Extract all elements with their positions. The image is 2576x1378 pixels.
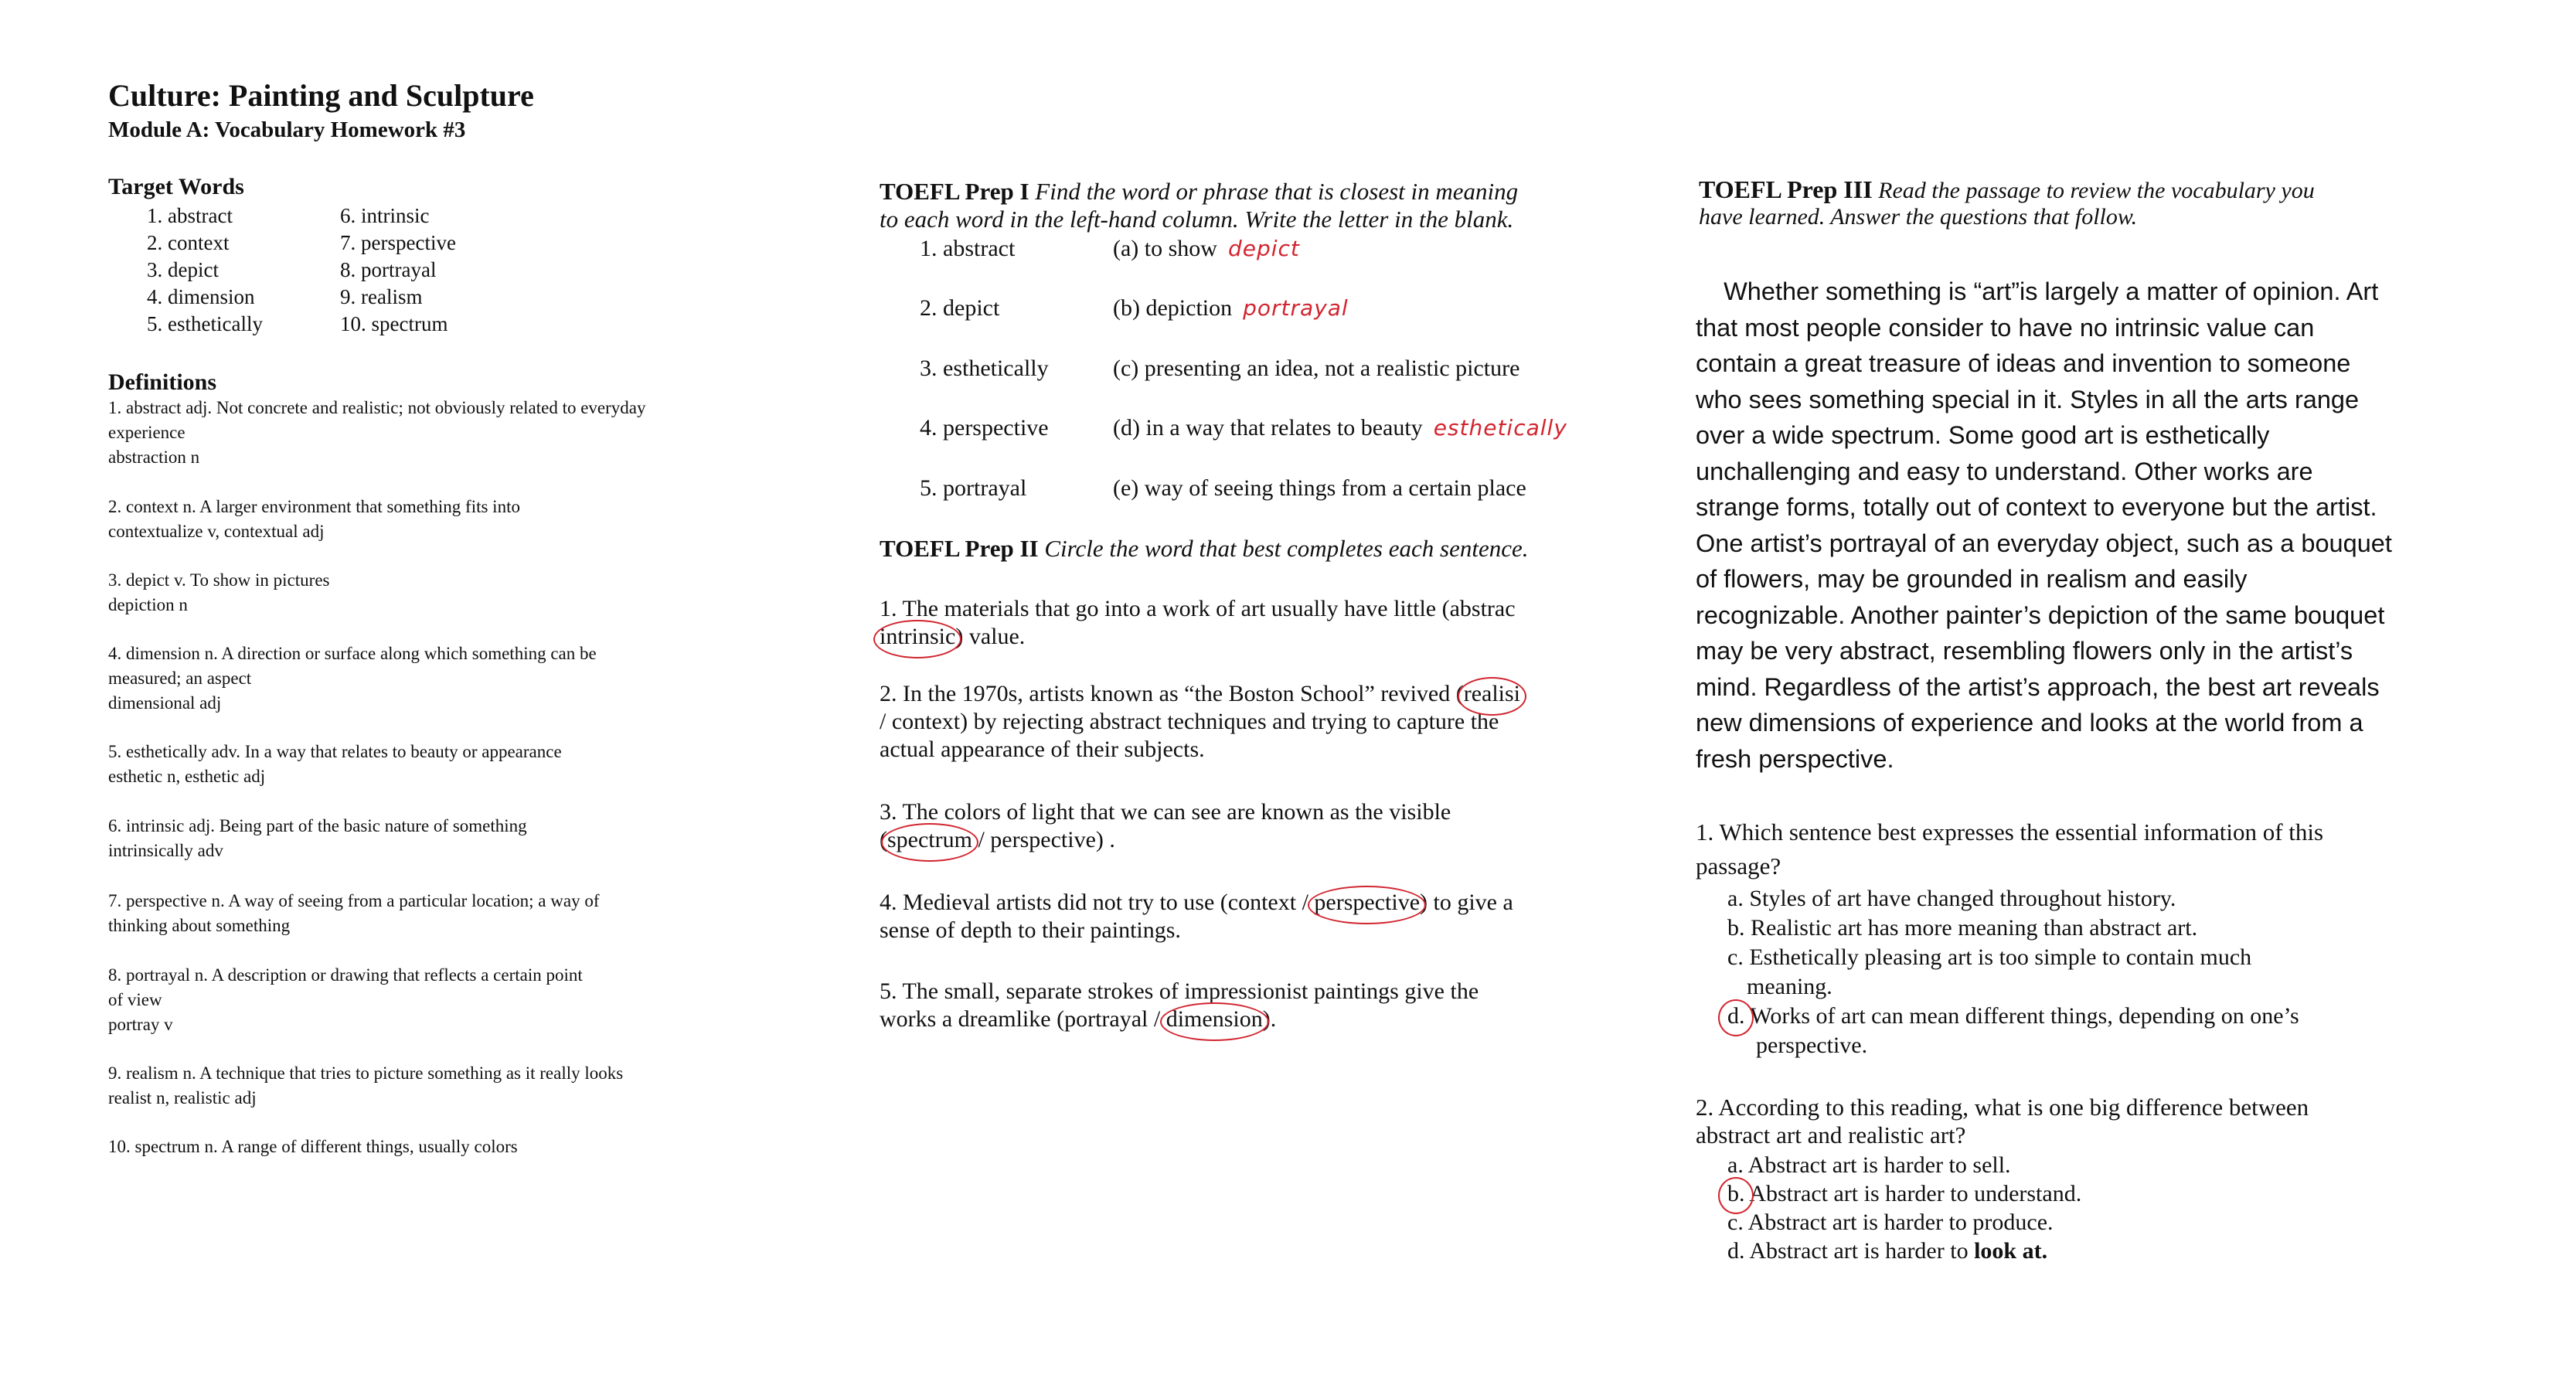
- matching-word: 3. esthetically: [920, 356, 1049, 381]
- sentence-text: ) value.: [955, 624, 1026, 649]
- option-text: d. Abstract art is harder to: [1727, 1238, 1975, 1264]
- definition-line: 1. abstract adj. Not concrete and realistic; not obviously related to everyday: [108, 398, 646, 417]
- definition-line: dimensional adj: [108, 693, 222, 713]
- sentence-line: [880, 1005, 1591, 1033]
- toefl-prep-page: [858, 0, 1631, 1378]
- sentence-line: 5. The small, separate strokes of impressionist paintings give the: [880, 978, 1479, 1004]
- definition-esthetically: [108, 740, 788, 789]
- question-2-option-d: [1727, 1237, 2047, 1265]
- passage-line: unchallenging and easy to understand. Other works are: [1696, 457, 2313, 485]
- option-bold-text: look at.: [1974, 1238, 2048, 1264]
- question-1-option-c-cont: meaning.: [1747, 974, 1832, 999]
- sentence-text: 2. In the 1970s, artists known as “the Boston School” revived (: [880, 681, 1464, 706]
- reading-passage: [1696, 274, 2507, 777]
- target-word: 6. intrinsic: [340, 204, 430, 227]
- definition-realism: [108, 1061, 788, 1111]
- definition-line: realist n, realistic adj: [108, 1088, 257, 1108]
- question-2-line1: 2. According to this reading, what is one big difference between: [1696, 1094, 2309, 1121]
- prep3-instructions: [1699, 176, 2315, 230]
- sentence-text: ).: [1262, 1006, 1277, 1032]
- passage-line: recognizable. Another painter’s depiction of the same bouquet: [1696, 601, 2385, 629]
- sentence-4: [880, 889, 1591, 944]
- sentence-line: sense of depth to their paintings.: [880, 917, 1181, 943]
- definition-line: portray v: [108, 1015, 173, 1034]
- target-word: 2. context: [147, 231, 230, 254]
- sentence-3: [880, 798, 1591, 854]
- matching-definition: (a) to show: [1113, 236, 1217, 261]
- definition-portrayal: [108, 963, 788, 1037]
- target-word: 1. abstract: [147, 204, 233, 227]
- sentence-text: / perspective) .: [972, 827, 1115, 852]
- vocabulary-page: [0, 0, 858, 1378]
- definition-line: experience: [108, 423, 185, 442]
- target-word: 8. portrayal: [340, 258, 437, 281]
- prep2-lead: TOEFL Prep II: [880, 535, 1039, 562]
- definition-line: 9. realism n. A technique that tries to picture something as it really looks: [108, 1063, 624, 1083]
- definition-spectrum: [108, 1135, 788, 1159]
- handwritten-answer: depict: [1227, 236, 1300, 261]
- reading-page: [1631, 0, 2576, 1378]
- matching-definition: (e) way of seeing things from a certain place: [1113, 475, 1526, 501]
- matching-word: 4. perspective: [920, 415, 1049, 441]
- definition-line: 7. perspective n. A way of seeing from a particular location; a way of: [108, 891, 600, 910]
- sentence-text: (: [880, 827, 887, 852]
- definition-perspective: [108, 889, 788, 938]
- definition-line: 10. spectrum n. A range of different things, usually colors: [108, 1137, 518, 1156]
- sentence-line: [880, 826, 1591, 854]
- question-2-line2: abstract art and realistic art?: [1696, 1121, 1966, 1148]
- passage-line: One artist’s portrayal of an everyday object, such as a bouquet: [1696, 529, 2392, 557]
- sentence-line: [880, 623, 1591, 651]
- handwritten-answer: esthetically: [1433, 415, 1567, 441]
- target-word: 9. realism: [340, 285, 423, 308]
- target-words-column-1: [147, 202, 263, 338]
- sentence-text: 4. Medieval artists did not try to use (context /: [880, 890, 1315, 915]
- matching-word: 1. abstract: [920, 236, 1016, 261]
- passage-line: fresh perspective.: [1696, 744, 1894, 773]
- prep3-lead: TOEFL Prep III: [1699, 175, 1873, 203]
- definition-line: thinking about something: [108, 916, 291, 935]
- prep2-instr: Circle the word that best completes each sentence.: [1044, 535, 1529, 562]
- definition-intrinsic: [108, 814, 788, 863]
- sentence-5: [880, 978, 1591, 1033]
- definition-dimension: [108, 641, 788, 716]
- passage-line: over a wide spectrum. Some good art is esthetically: [1696, 421, 2270, 449]
- definition-line: 5. esthetically adv. In a way that relates to beauty or appearance: [108, 742, 562, 761]
- target-word: 7. perspective: [340, 231, 456, 254]
- sentence-text: ) to give a: [1420, 890, 1513, 915]
- sentence-line: / context) by rejecting abstract techniques and trying to capture the: [880, 709, 1499, 734]
- matching-row: [920, 295, 1349, 322]
- circled-answer: spectrum: [887, 827, 972, 852]
- question-1-line1: 1. Which sentence best expresses the essential information of this: [1696, 818, 2324, 846]
- matching-definition: (d) in a way that relates to beauty: [1113, 415, 1423, 441]
- passage-line: new dimensions of experience and looks at the world from a: [1696, 709, 2363, 737]
- passage-line: contain a great treasure of ideas and invention to someone: [1696, 349, 2351, 377]
- prep1-instructions: [880, 178, 1518, 206]
- prep1-lead: TOEFL Prep I: [880, 178, 1029, 205]
- definition-context: [108, 495, 788, 544]
- sentence-line: 1. The materials that go into a work of art usually have little (abstrac: [880, 596, 1516, 621]
- question-2-option-c: c. Abstract art is harder to produce.: [1727, 1210, 2054, 1235]
- definition-line: of view: [108, 990, 162, 1009]
- sentence-line: actual appearance of their subjects.: [880, 737, 1205, 762]
- circled-answer: realisi: [1463, 681, 1521, 706]
- prep3-instr-line2: have learned. Answer the questions that follow.: [1699, 204, 2138, 230]
- circled-answer: dimension: [1165, 1006, 1263, 1032]
- sentence-text: works a dreamlike (portrayal /: [880, 1006, 1166, 1032]
- definition-line: measured; an aspect: [108, 669, 252, 688]
- passage-line: of flowers, may be grounded in realism and easily: [1696, 565, 2248, 593]
- definition-line: 2. context n. A larger environment that something fits into: [108, 497, 520, 516]
- matching-row: [920, 356, 1530, 382]
- passage-line: that most people consider to have no intrinsic value can: [1696, 313, 2315, 342]
- matching-word: 2. depict: [920, 295, 1000, 321]
- matching-row: [920, 475, 1537, 502]
- target-word: 4. dimension: [147, 285, 255, 308]
- prep3-instr-line1: Read the passage to review the vocabulary you: [1878, 178, 2315, 203]
- passage-line: strange forms, totally out of context to everyone but the artist.: [1696, 493, 2377, 521]
- definition-line: intrinsically adv: [108, 841, 223, 860]
- prep1-instr-line2: to each word in the left-hand column. Write the letter in the blank.: [880, 206, 1514, 233]
- definition-line: abstraction n: [108, 447, 200, 467]
- definition-depict: [108, 568, 788, 618]
- definition-line: 8. portrayal n. A description or drawing that reflects a certain point: [108, 965, 583, 985]
- question-2-option-b: [1727, 1180, 2081, 1208]
- question-1-option-b: b. Realistic art has more meaning than abstract art.: [1727, 915, 2198, 941]
- target-word: 5. esthetically: [147, 312, 263, 335]
- sentence-line: [880, 889, 1591, 917]
- sentence-2: [880, 680, 1591, 764]
- question-1-option-d: [1727, 1002, 2299, 1030]
- definition-line: 6. intrinsic adj. Being part of the basic nature of something: [108, 816, 527, 835]
- passage-line: who sees something special in it. Styles in all the arts range: [1696, 385, 2360, 413]
- circled-answer: perspective: [1314, 890, 1421, 915]
- passage-line: may be very abstract, resembling flowers only in the artist’s: [1696, 637, 2353, 665]
- page-subtitle: Module A: Vocabulary Homework #3: [108, 117, 466, 142]
- matching-row: [920, 415, 1567, 441]
- passage-line: Whether something is “art”is largely a matter of opinion. Art: [1696, 277, 2379, 305]
- definition-abstract: [108, 396, 788, 470]
- definition-line: contextualize v, contextual adj: [108, 522, 325, 541]
- definition-line: depiction n: [108, 595, 188, 614]
- matching-row: [920, 236, 1300, 262]
- prep2-instructions: [880, 535, 1528, 563]
- sentence-line: 3. The colors of light that we can see are known as the visible: [880, 799, 1451, 825]
- target-words-heading: Target Words: [108, 174, 244, 199]
- definition-line: 3. depict v. To show in pictures: [108, 570, 330, 590]
- question-1-option-a: a. Styles of art have changed throughout history.: [1727, 886, 2176, 911]
- target-words-column-2: [340, 202, 456, 338]
- target-word: 10. spectrum: [340, 312, 448, 335]
- question-1-option-c: c. Esthetically pleasing art is too simple to contain much: [1727, 944, 2252, 970]
- sentence-1: [880, 595, 1591, 651]
- sentence-line: [880, 680, 1591, 708]
- question-1-line2: passage?: [1696, 852, 1781, 880]
- definition-line: 4. dimension n. A direction or surface along which something can be: [108, 644, 597, 663]
- matching-word: 5. portrayal: [920, 475, 1027, 501]
- handwritten-answer: portrayal: [1243, 295, 1349, 321]
- definition-line: esthetic n, esthetic adj: [108, 767, 266, 786]
- circled-answer: d. Works of art can mean different things, depending on one’s: [1727, 1003, 2299, 1029]
- circled-answer: b. Abstract art is harder to understand.: [1727, 1181, 2082, 1206]
- question-1-option-d-cont: perspective.: [1756, 1033, 1868, 1058]
- matching-definition: (b) depiction: [1113, 295, 1233, 321]
- question-2-option-a: a. Abstract art is harder to sell.: [1727, 1152, 2011, 1178]
- circled-answer: intrinsic: [880, 624, 956, 649]
- matching-definition: (c) presenting an idea, not a realistic picture: [1113, 356, 1520, 381]
- page-title: Culture: Painting and Sculpture: [108, 78, 534, 113]
- passage-line: mind. Regardless of the artist’s approach, the best art reveals: [1696, 672, 2380, 701]
- definitions-heading: Definitions: [108, 369, 217, 395]
- target-word: 3. depict: [147, 258, 219, 281]
- prep1-instr-line1: Find the word or phrase that is closest in meaning: [1035, 178, 1519, 205]
